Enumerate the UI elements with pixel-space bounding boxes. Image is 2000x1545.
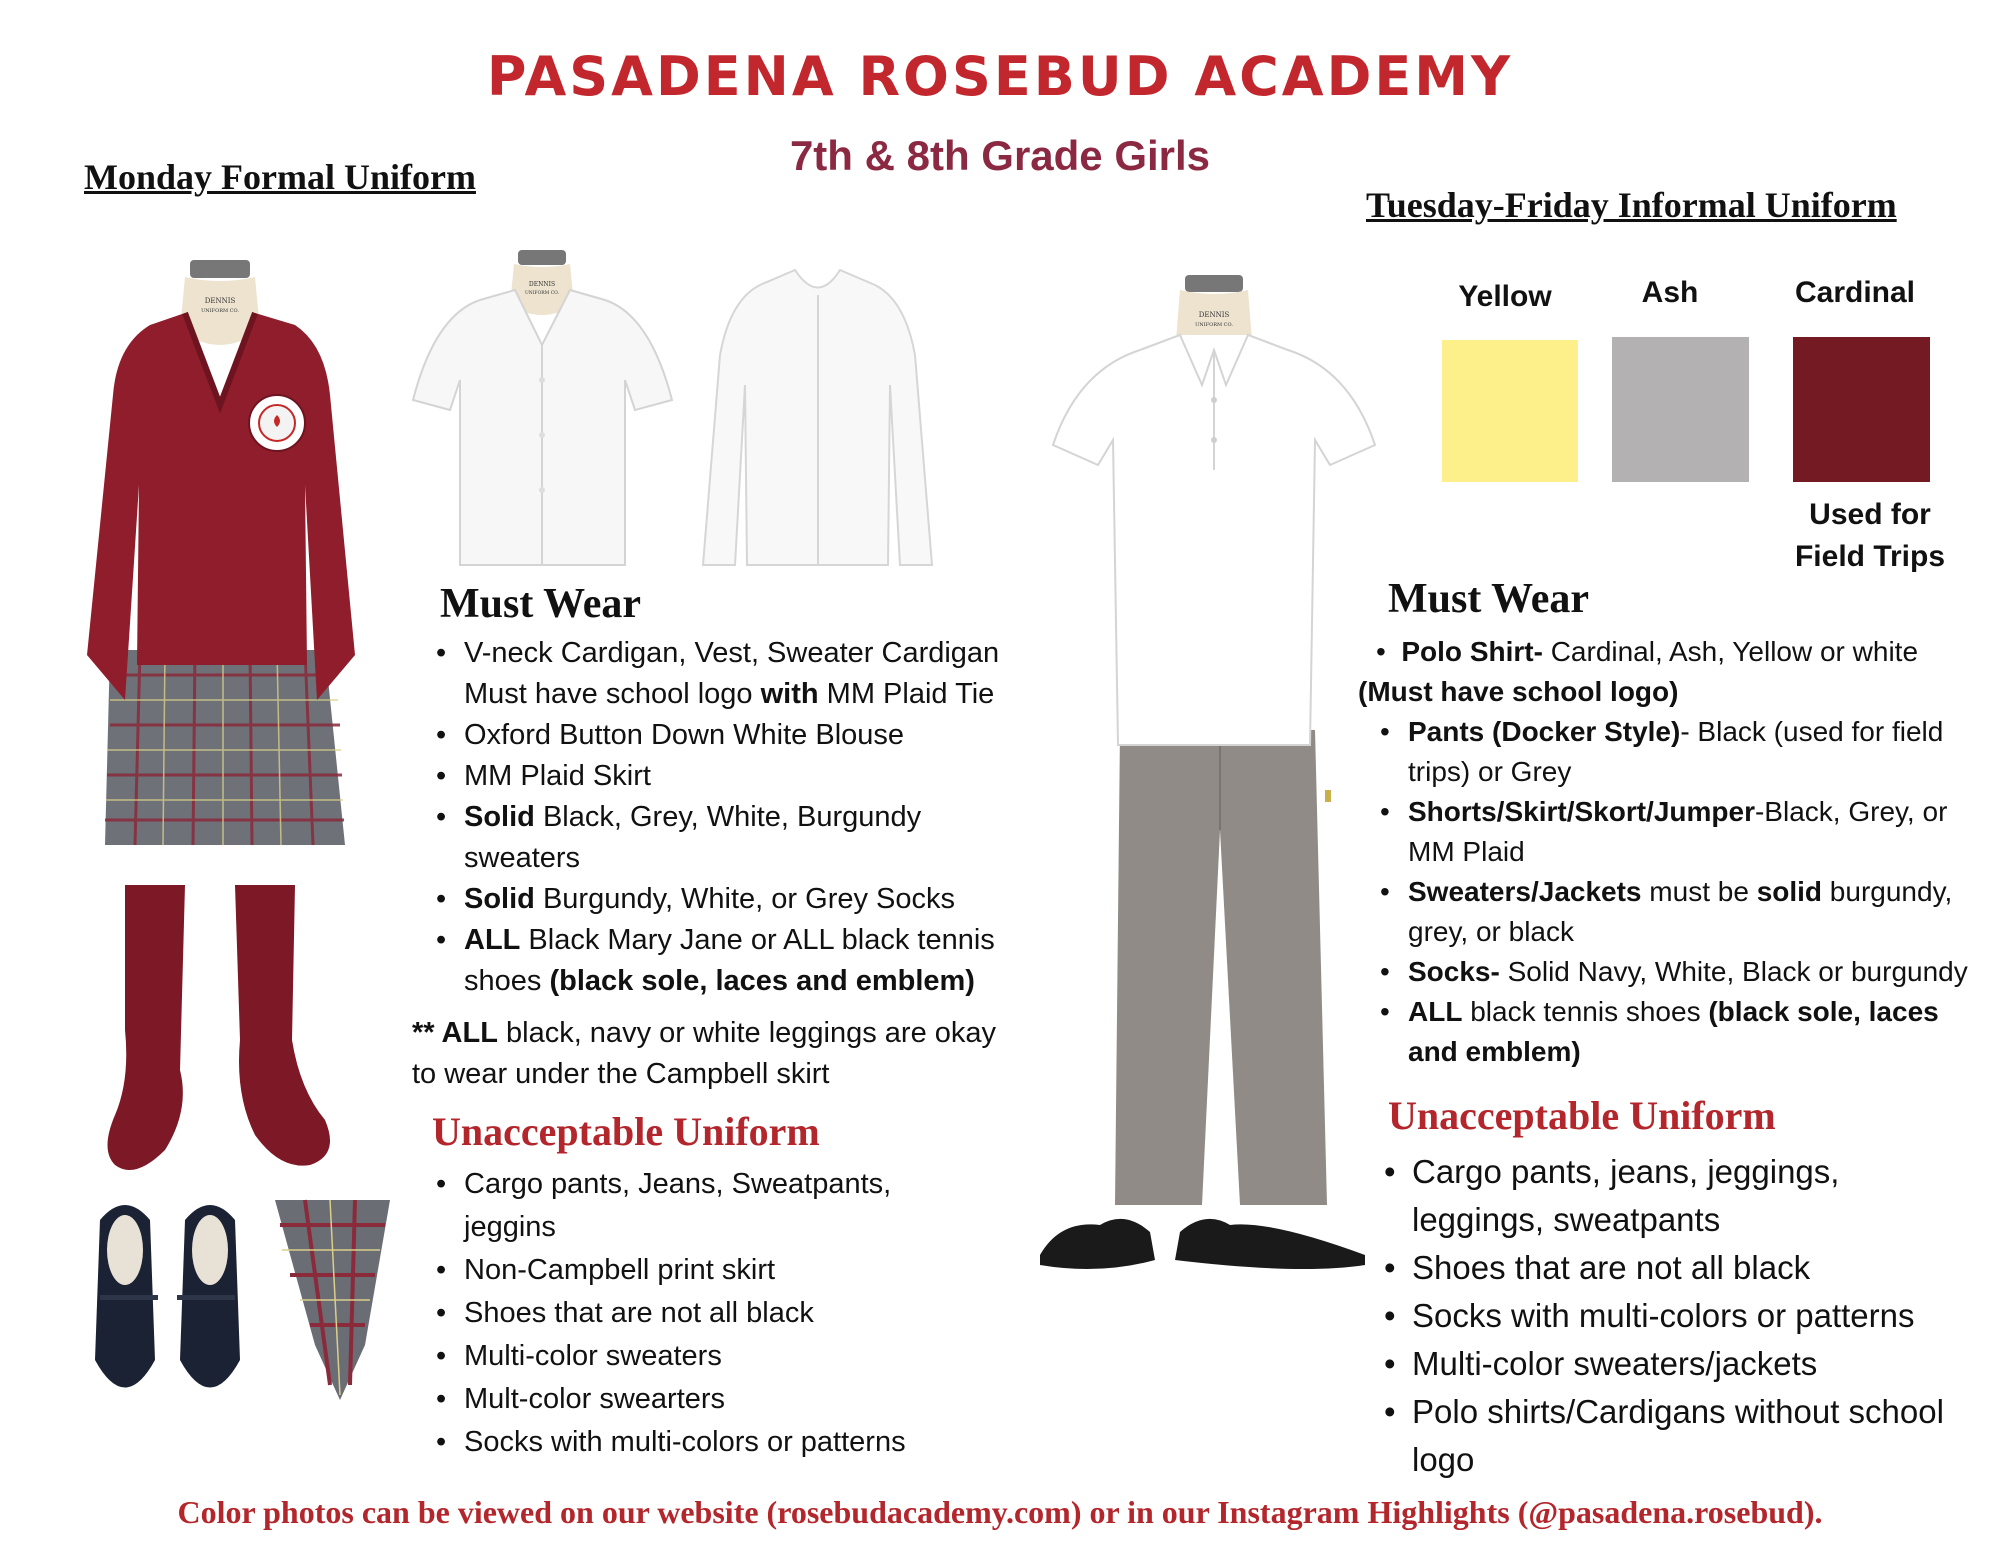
list-item: and emblem) [1408,1036,1581,1067]
list-item: leggings, sweatpants [1412,1201,1721,1238]
color-swatch-ash [1612,337,1749,482]
color-label-cardinal: Cardinal [1794,276,1916,309]
list-item: • Socks with multi-colors or patterns [432,1421,1052,1464]
list-item: • Pants (Docker Style)- Black (used for field [1376,712,1996,752]
monday-heading: Monday Formal Uniform [84,157,476,197]
color-label-ash: Ash [1641,276,1699,309]
list-item: • Mult-color swearters [432,1378,1052,1421]
color-label-yellow: Yellow [1458,280,1552,313]
list-item: • Non-Campbell print skirt [432,1249,1052,1292]
short-sleeve-blouse-image [410,250,680,570]
mary-jane-shoes-image [85,1190,255,1415]
leggings-note: ** ALL black, navy or white leggings are okay to wear under the Campbell skirt [412,1017,997,1090]
list-item: trips) or Grey [1408,756,1572,787]
list-item: • Solid Burgundy, White, or Grey Socks [432,879,1052,920]
list-item: sweaters [464,842,581,874]
monday-must-wear-list [432,633,1052,1002]
color-swatch-cardinal [1793,337,1930,482]
list-item: • Solid Black, Grey, White, Burgundy [432,797,1052,838]
monday-unacceptable-list [432,1163,1052,1464]
mannequin-tag-1: DENNIS [204,297,236,305]
monday-unacceptable-heading: Unacceptable Uniform [432,1109,820,1154]
list-item: • Multi-color sweaters/jackets [1380,1340,1990,1388]
polo-requirement: • Polo Shirt- Cardinal, Ash, Yellow or white (Must have school logo) [1358,636,1919,707]
list-item: • Shoes that are not all black [1380,1244,1990,1292]
list-item: • V-neck Cardigan, Vest, Sweater Cardigan [432,633,1052,674]
polo-pants-shoes-image [1030,270,1405,1300]
long-sleeve-blouse-image [700,265,935,570]
mannequin-tag-3: DENNIS [528,281,556,288]
list-item: • ALL Black Mary Jane or ALL black tennis [432,920,1052,961]
cardigan-skirt-image [55,255,395,855]
mannequin-tag-5: DENNIS [1198,311,1230,319]
color-swatch-yellow [1442,340,1578,482]
tuesday-friday-heading: Tuesday-Friday Informal Uniform [1366,185,1897,225]
list-item: • Cargo pants, Jeans, Sweatpants, [432,1163,1052,1206]
list-item: • Socks- Solid Navy, White, Black or burgundy [1376,952,1996,992]
tuesday-must-wear-list [1376,712,1996,1072]
list-item: jeggins [464,1211,556,1243]
page-subtitle: 7th & 8th Grade Girls [789,132,1211,179]
tuesday-unacceptable-heading: Unacceptable Uniform [1388,1093,1776,1138]
list-item: • Socks with multi-colors or patterns [1380,1292,1990,1340]
list-item: • Oxford Button Down White Blouse [432,715,1052,756]
plaid-tie-image [270,1195,395,1410]
list-item: • Shoes that are not all black [432,1292,1052,1335]
list-item: • Cargo pants, jeans, jeggings, [1380,1148,1990,1196]
list-item: Must have school logo with MM Plaid Tie [464,678,995,710]
list-item: shoes (black sole, laces and emblem) [464,965,975,997]
footer-note: Color photos can be viewed on our website (rosebudacademy.com) or in our Instagram Highlights (@pasadena.rosebud). [177,1494,1823,1530]
list-item: • Multi-color sweaters [432,1335,1052,1378]
tuesday-must-wear-heading: Must Wear [1388,576,1590,622]
list-item: logo [1412,1441,1475,1478]
list-item: • MM Plaid Skirt [432,756,1052,797]
mannequin-tag-2: UNIFORM CO. [201,308,239,314]
cardinal-field-trips-note: Used for Field Trips [1794,498,1946,573]
burgundy-socks-image [95,880,340,1180]
tuesday-unacceptable-list [1380,1148,1990,1484]
list-item: • Polo shirts/Cardigans without school [1380,1388,1990,1436]
list-item: • ALL black tennis shoes (black sole, laces [1376,992,1996,1032]
monday-must-wear-heading: Must Wear [440,581,642,627]
list-item: grey, or black [1408,916,1574,947]
page-title: PASADENA ROSEBUD ACADEMY [486,45,1514,108]
list-item: • Sweaters/Jackets must be solid burgundy, [1376,872,1996,912]
mannequin-tag-4: UNIFORM CO. [524,291,560,296]
mannequin-tag-6: UNIFORM CO. [1195,322,1233,328]
list-item: • Shorts/Skirt/Skort/Jumper-Black, Grey, or [1376,792,1996,832]
list-item: MM Plaid [1408,836,1525,867]
